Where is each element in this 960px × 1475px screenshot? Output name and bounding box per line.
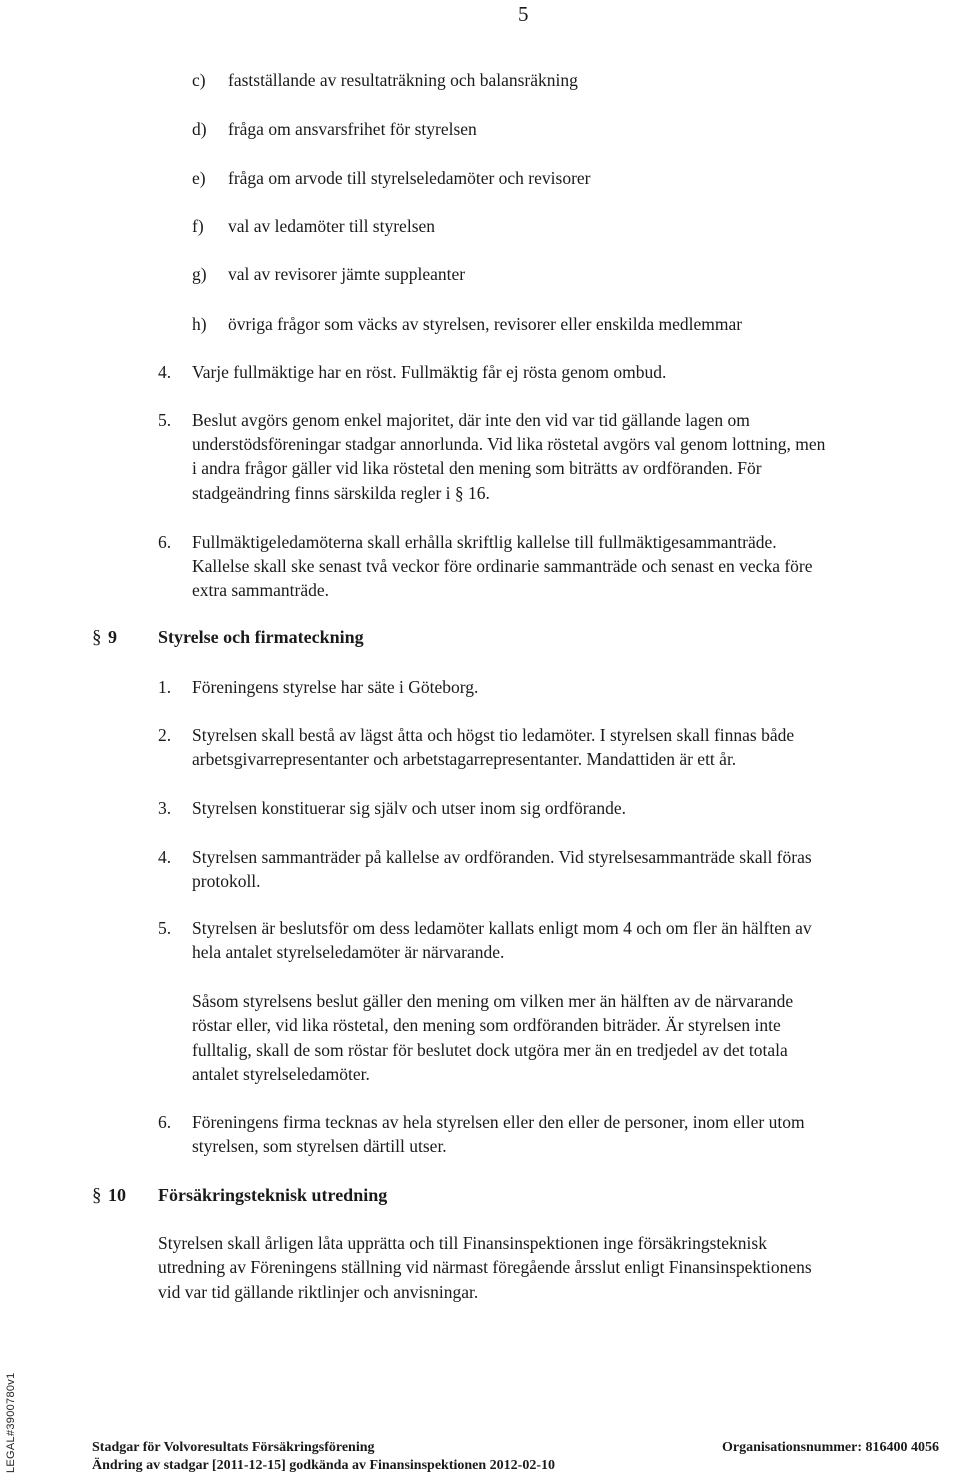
footer-right: Organisationsnummer: 816400 4056	[722, 1440, 939, 1455]
paragraph-line: styrelsen, som styrelsen därtill utser.	[192, 1136, 447, 1156]
marker: e)	[192, 168, 206, 188]
section-sign: §	[92, 627, 102, 648]
marker: f)	[192, 216, 204, 236]
list-item: fastställande av resultaträkning och balansräkning	[228, 70, 578, 90]
paragraph-line: i andra frågor gäller vid lika röstetal den mening som biträtts av ordföranden. För	[192, 458, 762, 478]
marker: 6.	[158, 532, 172, 552]
list-item: val av ledamöter till styrelsen	[228, 216, 436, 236]
marker: 6.	[158, 1112, 172, 1132]
paragraph-line: Styrelsen skall bestå av lägst åtta och högst tio ledamöter. I styrelsen skall finnas både	[192, 725, 795, 745]
paragraph-line: fulltalig, skall de som röstar för beslutet dock utgöra mer än en tredjedel av det totala	[192, 1040, 788, 1060]
page-number: 5	[518, 2, 529, 26]
side-identifier: LEGAL#3900780v1	[5, 1372, 17, 1473]
paragraph-line: Styrelsen är beslutsför om dess ledamöter kallats enligt mom 4 och om fler än hälften av	[192, 918, 812, 938]
paragraph-line: antalet styrelseledamöter.	[192, 1064, 370, 1084]
marker: 4.	[158, 362, 172, 382]
footer-left: Stadgar för Volvoresultats Försäkringsförening	[92, 1440, 375, 1455]
paragraph-line: Styrelsen skall årligen låta upprätta och till Finansinspektionen inge försäkringsteknisk	[158, 1233, 767, 1253]
paragraph-line: Styrelsen sammanträder på kallelse av ordföranden. Vid styrelsesammanträde skall föras	[192, 847, 812, 867]
list-item: val av revisorer jämte suppleanter	[228, 264, 466, 284]
marker: 1.	[158, 677, 172, 697]
list-item: fråga om arvode till styrelseledamöter och revisorer	[228, 168, 591, 188]
section-title: Styrelse och firmateckning	[158, 627, 364, 647]
marker: 3.	[158, 798, 172, 818]
list-item: övriga frågor som väcks av styrelsen, revisorer eller enskilda medlemmar	[228, 314, 743, 334]
paragraph-line: extra sammanträde.	[192, 580, 330, 600]
paragraph-line: Styrelsen konstituerar sig själv och utser inom sig ordförande.	[192, 798, 627, 818]
paragraph-line: Beslut avgörs genom enkel majoritet, där inte den vid var tid gällande lagen om	[192, 410, 750, 430]
paragraph-line: Föreningens styrelse har säte i Göteborg.	[192, 677, 479, 697]
section-number: 9	[108, 627, 117, 647]
paragraph-line: arbetsgivarrepresentanter och arbetstagarrepresentanter. Mandattiden är ett år.	[192, 749, 737, 769]
section-sign: §	[92, 1185, 102, 1206]
paragraph-line: understödsföreningar stadgar annorlunda. Vid lika röstetal avgörs val genom lottning, men	[192, 434, 826, 454]
marker: c)	[192, 70, 206, 90]
paragraph-line: utredning av Föreningens ställning vid närmast föregående årsslut enligt Finansinspektionens	[158, 1257, 812, 1277]
marker: 5.	[158, 918, 172, 938]
paragraph-line: Fullmäktigeledamöterna skall erhålla skriftlig kallelse till fullmäktigesammanträde.	[192, 532, 777, 552]
paragraph-line: Varje fullmäktige har en röst. Fullmäktig får ej rösta genom ombud.	[192, 362, 667, 382]
list-item: fråga om ansvarsfrihet för styrelsen	[228, 119, 477, 139]
paragraph-line: hela antalet styrelseledamöter är närvarande.	[192, 942, 505, 962]
section-title: Försäkringsteknisk utredning	[158, 1185, 388, 1205]
footer-left-second: Ändring av stadgar [2011-12-15] godkända av Finansinspektionen 2012-02-10	[92, 1458, 555, 1473]
marker: h)	[192, 314, 207, 334]
marker: 5.	[158, 410, 172, 430]
section-number: 10	[108, 1185, 126, 1205]
paragraph-line: vid var tid gällande riktlinjer och anvisningar.	[158, 1282, 479, 1302]
marker: g)	[192, 264, 207, 284]
paragraph-line: Kallelse skall ske senast två veckor före ordinarie sammanträde och senast en vecka före	[192, 556, 813, 576]
marker: 4.	[158, 847, 172, 867]
marker: 2.	[158, 725, 172, 745]
paragraph-line: Såsom styrelsens beslut gäller den mening om vilken mer än hälften av de närvarande	[192, 991, 794, 1011]
paragraph-line: protokoll.	[192, 871, 261, 891]
paragraph-line: röstar eller, vid lika röstetal, den mening som ordföranden biträder. Är styrelsen inte	[192, 1015, 781, 1035]
paragraph-line: Föreningens firma tecknas av hela styrelsen eller den eller de personer, inom eller utom	[192, 1112, 805, 1132]
marker: d)	[192, 119, 207, 139]
paragraph-line: stadgeändring finns särskilda regler i § 16.	[192, 483, 490, 503]
